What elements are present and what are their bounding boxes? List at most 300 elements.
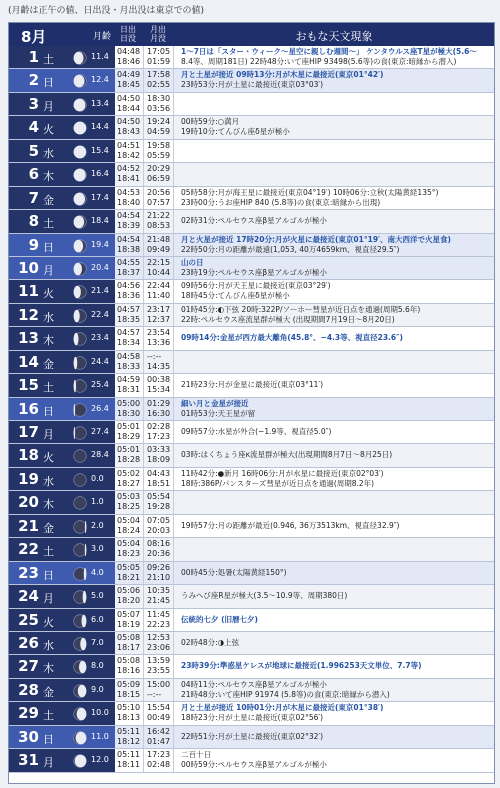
- moonrise-time: 17:23: [147, 750, 171, 760]
- events-cell: [181, 333, 491, 343]
- moon-phase-icon: [73, 449, 87, 463]
- day-number: 14: [18, 352, 39, 371]
- moon-age: 3.0: [91, 544, 104, 554]
- events-cell: [181, 70, 491, 90]
- rise-set-times: [117, 141, 175, 161]
- day-number: 21: [18, 516, 39, 535]
- column-divider: [143, 609, 144, 631]
- column-divider: [143, 749, 144, 771]
- date-cell: [9, 69, 115, 91]
- date-cell: [9, 398, 115, 420]
- table-row: [9, 585, 494, 608]
- moon-phase-icon: [73, 731, 87, 745]
- moonrise-time: 04:43: [147, 468, 171, 478]
- rise-set-times: [117, 375, 175, 395]
- moon-phase-icon: [73, 215, 87, 229]
- sunset-time: 18:30: [117, 408, 141, 418]
- column-divider: [143, 444, 144, 466]
- column-divider: [143, 116, 144, 138]
- event-text: 00時45分:処暑(太陽黄経150°): [181, 567, 287, 577]
- day-number: 15: [18, 376, 39, 395]
- events-cell: [181, 638, 491, 648]
- day-number: 1: [28, 48, 39, 66]
- sunset-time: 18:41: [117, 174, 141, 184]
- table-row: [9, 327, 494, 350]
- column-divider: [173, 46, 174, 68]
- sunset-time: 18:44: [117, 103, 141, 113]
- column-divider: [143, 679, 144, 701]
- event-text: 22時50分:月の距離が最遠(1,053, 40万4659km、視直径29.5″): [181, 244, 400, 254]
- column-divider: [173, 304, 174, 326]
- column-divider: [173, 679, 174, 701]
- table-row: [9, 351, 494, 374]
- moonrise-time: 03:33: [147, 445, 171, 455]
- event-text: 02時48分:◑上弦: [181, 637, 240, 647]
- weekday: 金: [43, 685, 54, 699]
- rise-set-times: [117, 445, 175, 465]
- event-text: 月と土星が接近 10時01分:月が木星に最接近(東京01°38′): [181, 703, 384, 713]
- moon-age: 12.0: [91, 755, 109, 765]
- column-divider: [143, 655, 144, 677]
- event-text: 伝統的七夕 (旧暦七夕): [181, 614, 258, 624]
- moonset-time: 05:59: [147, 150, 171, 160]
- column-divider: [173, 632, 174, 654]
- day-number: 13: [18, 329, 39, 348]
- events-cell: [181, 427, 491, 437]
- day-number: 22: [18, 540, 39, 559]
- weekday: 月: [43, 428, 54, 441]
- sunrise-time: 04:57: [117, 304, 141, 314]
- rise-set-times: [117, 164, 175, 184]
- rise-set-times: [117, 516, 175, 536]
- moon-age: 11.0: [91, 731, 109, 741]
- moon-age: 10.0: [91, 708, 109, 718]
- event-text: 11時42分:●新月 16時06分:月が水星に最接近(東京02°03′): [181, 468, 384, 478]
- sunrise-time: 05:05: [117, 562, 141, 572]
- moonrise-time: 15:00: [147, 679, 171, 689]
- moon-age: 15.4: [91, 145, 109, 155]
- sunrise-time: 04:56: [117, 281, 141, 291]
- sunrise-time: 04:51: [117, 140, 141, 150]
- moonset-time: 23:06: [147, 642, 171, 652]
- moon-age: 7.0: [91, 637, 104, 647]
- moonset-time: 18:09: [147, 455, 171, 465]
- moonrise-time: 12:53: [147, 632, 171, 642]
- moon-age: 11.4: [91, 52, 109, 61]
- day-number: 31: [18, 751, 39, 770]
- sunset-time: 18:20: [117, 596, 141, 606]
- event-text: 21時23分:月が金星に最接近(東京03°11′): [181, 380, 324, 390]
- rise-set-times: [117, 469, 175, 489]
- weekday: 土: [43, 545, 54, 559]
- moonrise-time: 08:16: [147, 539, 171, 549]
- event-text: 山の日: [181, 257, 204, 267]
- column-divider: [173, 234, 174, 256]
- column-divider: [173, 609, 174, 631]
- column-divider: [173, 702, 174, 724]
- column-divider: [143, 163, 144, 185]
- events-cell: [181, 469, 491, 489]
- weekday: 火: [43, 287, 54, 301]
- moonrise-time: 19:24: [147, 117, 171, 127]
- events-cell: [181, 258, 491, 278]
- events-cell: [181, 703, 491, 723]
- sunset-time: 18:35: [117, 314, 141, 324]
- weekday: 火: [43, 615, 54, 629]
- moon-age: 20.4: [91, 262, 109, 272]
- moonset-time: 04:59: [147, 127, 171, 137]
- weekday: 日: [43, 76, 54, 90]
- moon-phase-icon: [73, 168, 87, 182]
- day-number: 27: [18, 657, 39, 676]
- weekday: 火: [43, 451, 54, 465]
- event-text: 23時00分:うお座HIP 840 (5.8等)の食(東京:暗縁から出現): [181, 197, 381, 207]
- table-row: [9, 398, 494, 421]
- date-cell: [9, 374, 115, 396]
- day-number: 5: [28, 141, 39, 160]
- column-divider: [143, 351, 144, 373]
- moon-age: 0.0: [91, 473, 104, 483]
- date-cell: [9, 585, 115, 607]
- moon-age: 9.0: [91, 684, 104, 694]
- date-cell: [9, 562, 115, 584]
- sunrise-time: 05:07: [117, 609, 141, 619]
- day-number: 8: [28, 212, 39, 231]
- moonset-time: 13:36: [147, 338, 171, 348]
- moonset-time: 02:48: [147, 760, 171, 770]
- rise-set-times: [117, 117, 175, 137]
- events-cell: [181, 680, 491, 700]
- column-divider: [173, 726, 174, 748]
- rise-set-times: [117, 563, 175, 583]
- sunrise-time: 05:01: [117, 445, 141, 455]
- event-text: 二百十日: [181, 750, 211, 760]
- moon-phase-icon: [73, 145, 87, 159]
- date-cell: [9, 257, 115, 279]
- table-row: [9, 421, 494, 444]
- weekday: 日: [43, 240, 54, 254]
- event-text: 09時56分:月が天王星に最接近(東京03°29′): [181, 281, 331, 291]
- event-text: 02時31分:ペルセウス座β星アルゴルが極小: [181, 216, 327, 226]
- moon-age: 18.4: [91, 216, 109, 226]
- table-row: [9, 116, 494, 139]
- rise-set-times: [117, 235, 175, 255]
- events-cell: [181, 750, 491, 770]
- column-divider: [173, 163, 174, 185]
- moon-age-header: 月齢: [93, 32, 112, 42]
- events-cell: [181, 591, 491, 601]
- date-cell: [9, 468, 115, 490]
- column-divider: [173, 491, 174, 513]
- event-text: 8.4等、周期181日) 22時48分:いて座HIP 93498(5.6等)の食(東京:暗縁から潜入): [181, 57, 457, 66]
- moon-age: 4.0: [91, 567, 104, 577]
- moonset-time: 11:40: [147, 291, 171, 301]
- column-divider: [143, 538, 144, 560]
- sunrise-time: 04:50: [117, 93, 141, 103]
- sunset-time: 18:46: [117, 57, 141, 66]
- events-cell: [181, 380, 491, 390]
- sunrise-time: 05:04: [117, 515, 141, 525]
- event-text: 18時23分:月が土星に最接近(東京02°56′): [181, 713, 324, 723]
- rise-set-times: [117, 352, 175, 372]
- moonset-time: 19:28: [147, 502, 171, 512]
- column-divider: [143, 398, 144, 420]
- weekday: 土: [43, 709, 54, 723]
- column-divider: [173, 562, 174, 584]
- moon-age: 21.4: [91, 286, 109, 296]
- sunset-time: 18:38: [117, 244, 141, 254]
- sunrise-time: 05:09: [117, 679, 141, 689]
- events-cell: [181, 450, 491, 460]
- moonset-time: --:--: [147, 689, 162, 699]
- moon-phase-icon: [73, 332, 87, 346]
- sunset-time: 18:31: [117, 385, 141, 395]
- rise-set-times: [117, 258, 175, 278]
- moon-age: 28.4: [91, 450, 109, 460]
- event-text: 22時51分:月が土星に最接近(東京02°32′): [181, 731, 324, 741]
- sunrise-time: 05:04: [117, 539, 141, 549]
- weekday: 土: [43, 381, 54, 395]
- events-cell: [181, 281, 491, 301]
- moonset-time: 14:35: [147, 361, 171, 371]
- date-cell: [9, 491, 115, 513]
- events-cell: [181, 615, 491, 625]
- moonset-time: 21:45: [147, 596, 171, 606]
- date-cell: [9, 234, 115, 256]
- date-cell: [9, 749, 115, 771]
- event-text: 23時19分:ペルセウス座β星アルゴルが極小: [181, 267, 327, 277]
- column-divider: [173, 93, 174, 115]
- day-number: 23: [18, 563, 39, 582]
- moonrise-time: 20:56: [147, 187, 171, 197]
- table-row: [9, 93, 494, 116]
- moonrise-time: 21:48: [147, 234, 171, 244]
- events-cell: [181, 732, 491, 742]
- date-cell: [9, 116, 115, 138]
- moonrise-time: 18:30: [147, 93, 171, 103]
- moon-phase-icon: [73, 192, 87, 206]
- rise-set-times: [117, 328, 175, 348]
- column-divider: [143, 702, 144, 724]
- moon-age: 22.4: [91, 309, 109, 319]
- rise-set-times: [117, 305, 175, 325]
- weekday: 火: [43, 123, 54, 137]
- moonrise-time: 16:42: [147, 726, 171, 736]
- event-text: 01時45分:◐下弦 20時:322P/ソーホー彗星が近日点を通過(周期5.6年): [181, 304, 421, 314]
- table-row: [9, 234, 494, 257]
- rise-set-times: [117, 211, 175, 231]
- sunset-time: 18:25: [117, 502, 141, 512]
- weekday: 水: [43, 474, 54, 488]
- column-divider: [173, 69, 174, 91]
- table-row: [9, 468, 494, 491]
- date-cell: [9, 327, 115, 349]
- moonset-time: 08:53: [147, 221, 171, 231]
- day-number: 11: [18, 282, 39, 301]
- events-header: おもな天文現象: [295, 30, 373, 43]
- moon-age: 6.0: [91, 614, 104, 624]
- moonrise-time: 15:54: [147, 703, 171, 713]
- day-number: 20: [18, 493, 39, 512]
- sunrise-time: 05:03: [117, 492, 141, 502]
- table-row: [9, 702, 494, 725]
- event-text: 01時53分:天王星が留: [181, 408, 256, 418]
- events-cell: [181, 521, 491, 531]
- table-row: [9, 187, 494, 210]
- column-divider: [143, 280, 144, 302]
- sunrise-time: 05:08: [117, 632, 141, 642]
- event-text: 23時39分:準惑星ケレスが地球に最接近(1.996253天文単位、7.7等): [181, 661, 422, 671]
- rise-set-times: [117, 70, 175, 90]
- moon-age: 8.0: [91, 661, 104, 671]
- moon-phase-icon: [73, 567, 87, 581]
- column-divider: [173, 280, 174, 302]
- weekday: 木: [43, 334, 54, 348]
- date-cell: [9, 93, 115, 115]
- sunrise-time: 05:11: [117, 726, 141, 736]
- table-row: [9, 749, 494, 772]
- column-divider: [143, 187, 144, 209]
- sunrise-time: 04:54: [117, 234, 141, 244]
- events-cell: [181, 188, 491, 208]
- event-text: 21時48分:いて座HIP 91974 (5.8等)の食(東京:暗縁から潜入): [181, 689, 390, 699]
- table-row: [9, 632, 494, 655]
- day-number: 10: [18, 258, 39, 277]
- sunset-time: 18:12: [117, 736, 141, 746]
- moonrise-time: 02:28: [147, 422, 171, 431]
- day-number: 25: [18, 610, 39, 629]
- date-cell: [9, 515, 115, 537]
- moonrise-time: 20:29: [147, 164, 171, 174]
- weekday: 土: [43, 217, 54, 231]
- moon-phase-icon: [73, 262, 87, 276]
- moon-phase-icon: [73, 403, 87, 417]
- events-cell: [181, 117, 491, 137]
- moon-age: 23.4: [91, 333, 109, 343]
- weekday: 水: [43, 310, 54, 324]
- day-number: 29: [18, 704, 39, 723]
- column-divider: [173, 257, 174, 279]
- moonset-time: 02:55: [147, 80, 171, 90]
- rise-set-times: [117, 188, 175, 208]
- sunrise-time: 04:54: [117, 211, 141, 221]
- weekday: 金: [43, 357, 54, 371]
- moon-phase-icon: [73, 309, 87, 323]
- sunset-time: 18:27: [117, 478, 141, 488]
- date-cell: [9, 421, 115, 443]
- events-cell: [181, 305, 491, 325]
- moon-phase-icon: [73, 520, 87, 534]
- event-text: 19時10分:てんびん座δ星が極小: [181, 127, 290, 137]
- moonrise-time: 22:44: [147, 281, 171, 291]
- moon-phase-icon: [73, 496, 87, 510]
- moonset-time: 20:36: [147, 549, 171, 559]
- moonset-time: 23:55: [147, 666, 171, 676]
- moonrise-time: 17:05: [147, 47, 171, 56]
- table-row: [9, 444, 494, 467]
- table-row: [9, 562, 494, 585]
- rise-set-times: [117, 750, 175, 770]
- moonrise-time: 22:15: [147, 257, 171, 267]
- event-text: 04時11分:ペルセウス座β星アルゴルが極小: [181, 679, 327, 689]
- column-divider: [143, 421, 144, 443]
- astronomy-calendar-table: [8, 22, 495, 784]
- rise-set-times: [117, 399, 175, 419]
- date-cell: [9, 655, 115, 677]
- weekday: 日: [43, 404, 54, 418]
- moonset-time: 06:59: [147, 174, 171, 184]
- column-divider: [143, 632, 144, 654]
- table-row: [9, 163, 494, 186]
- weekday: 金: [43, 521, 54, 535]
- table-row: [9, 655, 494, 678]
- moon-age: 5.0: [91, 591, 104, 601]
- event-text: 09時14分:金星が西方最大離角(45.8°、−4.3等、視直径23.6″): [181, 333, 403, 343]
- table-row: [9, 515, 494, 538]
- day-number: 24: [18, 587, 39, 606]
- events-cell: [181, 661, 491, 671]
- column-divider: [143, 585, 144, 607]
- column-divider: [143, 327, 144, 349]
- table-row: [9, 280, 494, 303]
- event-text: 22時:ペルセウス座流星群が極大 (出現期間7月19日〜8月20日): [181, 314, 395, 324]
- column-divider: [173, 585, 174, 607]
- weekday: 木: [43, 498, 54, 512]
- rise-set-times: [117, 680, 175, 700]
- day-number: 16: [18, 399, 39, 418]
- column-divider: [143, 515, 144, 537]
- moon-phase-icon: [73, 684, 87, 698]
- rise-set-times: [117, 586, 175, 606]
- moon-age: 14.4: [91, 122, 109, 132]
- sun-times-header: 日出 日没: [120, 25, 136, 43]
- date-cell: [9, 679, 115, 701]
- moon-age: 13.4: [91, 98, 109, 108]
- month-title: 8月: [21, 28, 47, 46]
- event-text: 23時53分:月が土星に最接近(東京03°03′): [181, 80, 324, 90]
- column-divider: [143, 374, 144, 396]
- moonrise-time: 07:05: [147, 515, 171, 525]
- moonset-time: 01:59: [147, 57, 171, 66]
- event-text: 18時:386P/パンスターズ彗星が近日点を通過(周期8.2年): [181, 478, 375, 488]
- day-number: 6: [28, 165, 39, 184]
- moon-phase-icon: [73, 590, 87, 604]
- column-divider: [143, 93, 144, 115]
- sunset-time: 18:40: [117, 197, 141, 207]
- column-divider: [173, 468, 174, 490]
- sunrise-time: 04:53: [117, 187, 141, 197]
- sunset-time: 18:29: [117, 432, 141, 441]
- sunrise-time: 04:49: [117, 70, 141, 80]
- date-cell: [9, 538, 115, 560]
- moonrise-time: 19:58: [147, 140, 171, 150]
- moon-phase-icon: [73, 637, 87, 651]
- weekday: 水: [43, 638, 54, 652]
- sunrise-time: 05:02: [117, 468, 141, 478]
- sunset-time: 18:19: [117, 619, 141, 629]
- column-divider: [173, 140, 174, 162]
- moonset-time: 12:37: [147, 314, 171, 324]
- event-text: 1〜7日は「スター・ウィーク〜星空に親しむ週間〜」 ケンタウルス座T星が極大(5.6〜: [181, 47, 477, 56]
- weekday: 月: [43, 99, 54, 113]
- weekday: 木: [43, 662, 54, 676]
- day-number: 28: [18, 680, 39, 699]
- column-divider: [173, 538, 174, 560]
- table-row: [9, 374, 494, 397]
- column-divider: [173, 116, 174, 138]
- moon-phase-icon: [73, 379, 87, 393]
- event-text: 03時:はくちょう座κ流星群が極大(出現期間8月7日〜8月25日): [181, 450, 393, 460]
